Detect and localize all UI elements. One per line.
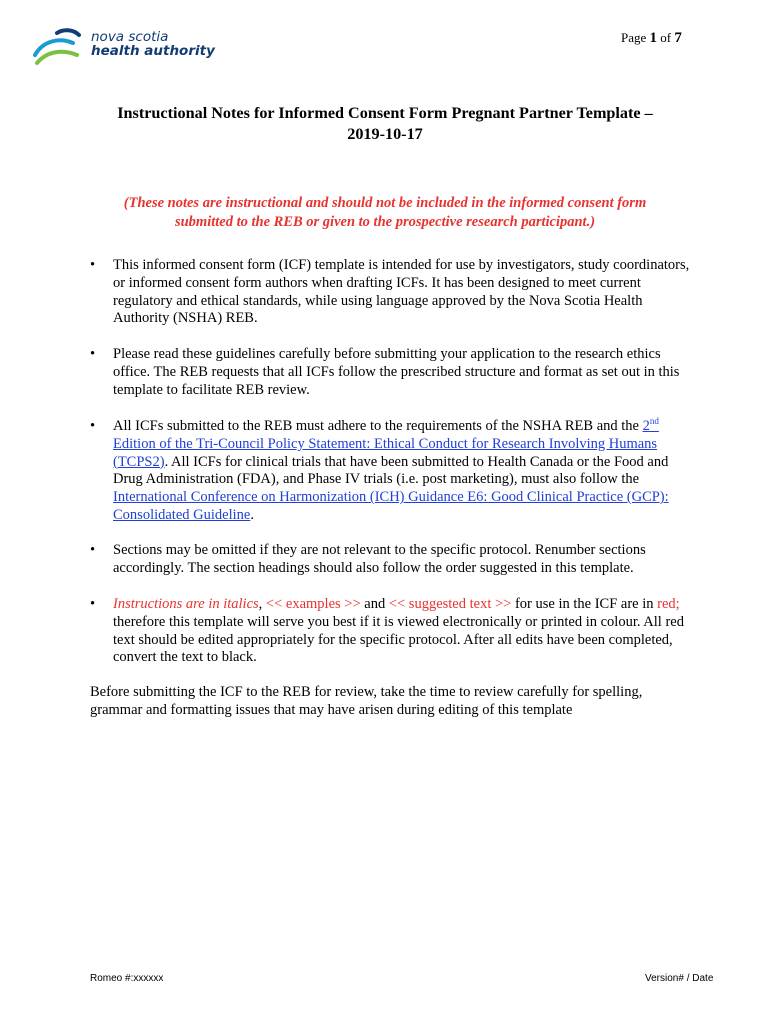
logo-line-2: health authority (91, 43, 215, 59)
page-number (621, 30, 682, 47)
red-italic-text: Instructions are in italics (113, 596, 259, 612)
ich-gcp-link[interactable]: International Conference on Harmonization (ICH) Guidance E6: Good Clinical Practice (GCP): Consolidated Guideline (113, 489, 669, 523)
page-label: Page (621, 30, 647, 45)
link-part: 2 (642, 418, 650, 434)
red-text: << examples >> (265, 596, 361, 612)
nsha-logo (33, 27, 215, 69)
bullet-text: This informed consent form (ICF) template is intended for use by investigators, study coordinators, or informed consent form authors when drafting ICFs. It has been designed to meet current regulatory and ethical standards, while using language approved by the Nova Scotia Health Authority (NSHA) REB. (113, 257, 690, 327)
footer-romeo: Romeo #:xxxxxx (90, 973, 164, 984)
bullet-text-part: , (258, 596, 266, 612)
bullet-dot-icon: • (90, 257, 96, 273)
link-superscript: nd (649, 416, 659, 427)
closing-paragraph: Before submitting the ICF to the REB for review, take the time to review carefully for spelling, grammar and formatting issues that may have arisen during editing of this template (90, 684, 643, 718)
logo-line-1: nova scotia (91, 29, 169, 45)
page-current: 1 (649, 30, 658, 46)
bullet-dot-icon: • (90, 346, 96, 362)
logo-wordmark (91, 30, 215, 58)
bullet-text-part: therefore this template will serve you best if it is viewed electronically or printed in colour. All red text should be edited appropriately for the specific protocol. After all edits have been completed, convert the text to black. (113, 613, 684, 666)
title-line-2: 2019-10-17 (347, 125, 423, 143)
note-line-2: submitted to the REB or given to the prospective research participant.) (174, 214, 596, 230)
instructional-note (90, 194, 680, 232)
title-line-1: Instructional Notes for Informed Consent Form Pregnant Partner Template – (117, 104, 653, 122)
bullet-text-part: . (250, 506, 254, 523)
nsha-logo-icon (33, 27, 91, 69)
document-title (85, 103, 685, 145)
bullet-text-part: for use in the ICF are in (511, 596, 658, 612)
bullet-text (113, 418, 693, 525)
bullet-dot-icon: • (90, 418, 96, 434)
bullet-text (113, 596, 693, 667)
bullet-text: Please read these guidelines carefully before submitting your application to the research ethics office. The REB requests that all ICFs follow the prescribed structure and format as set out in this template to facilitate REB review. (113, 346, 680, 398)
red-text: red; (657, 596, 680, 612)
bullet-text-part: All ICFs submitted to the REB must adhere to the requirements of the NSHA REB and the (113, 418, 643, 434)
bullet-dot-icon: • (90, 542, 96, 558)
link-part: Edition of the Tri-Council Policy Statement: Ethical Conduct for Research Involving Humans (TCPS2) (113, 435, 658, 470)
red-text: << suggested text >> (388, 596, 512, 612)
bullet-text-part: and (360, 596, 389, 612)
bullet-text-part: . All ICFs for clinical trials that have been submitted to Health Canada or the Food and Drug Administration (FDA), and Phase IV trials (i.e. post marketing), must also follow the (113, 453, 669, 488)
page-total: 7 (674, 30, 682, 46)
page-of: of (660, 30, 672, 45)
bullet-text: Sections may be omitted if they are not relevant to the specific protocol. Renumber sections accordingly. The section headings should also follow the order suggested in this template. (113, 542, 646, 576)
note-line-1: (These notes are instructional and should not be included in the informed consent form (123, 195, 647, 211)
footer-version: Version# / Date (645, 973, 714, 984)
bullet-dot-icon: • (90, 596, 96, 612)
